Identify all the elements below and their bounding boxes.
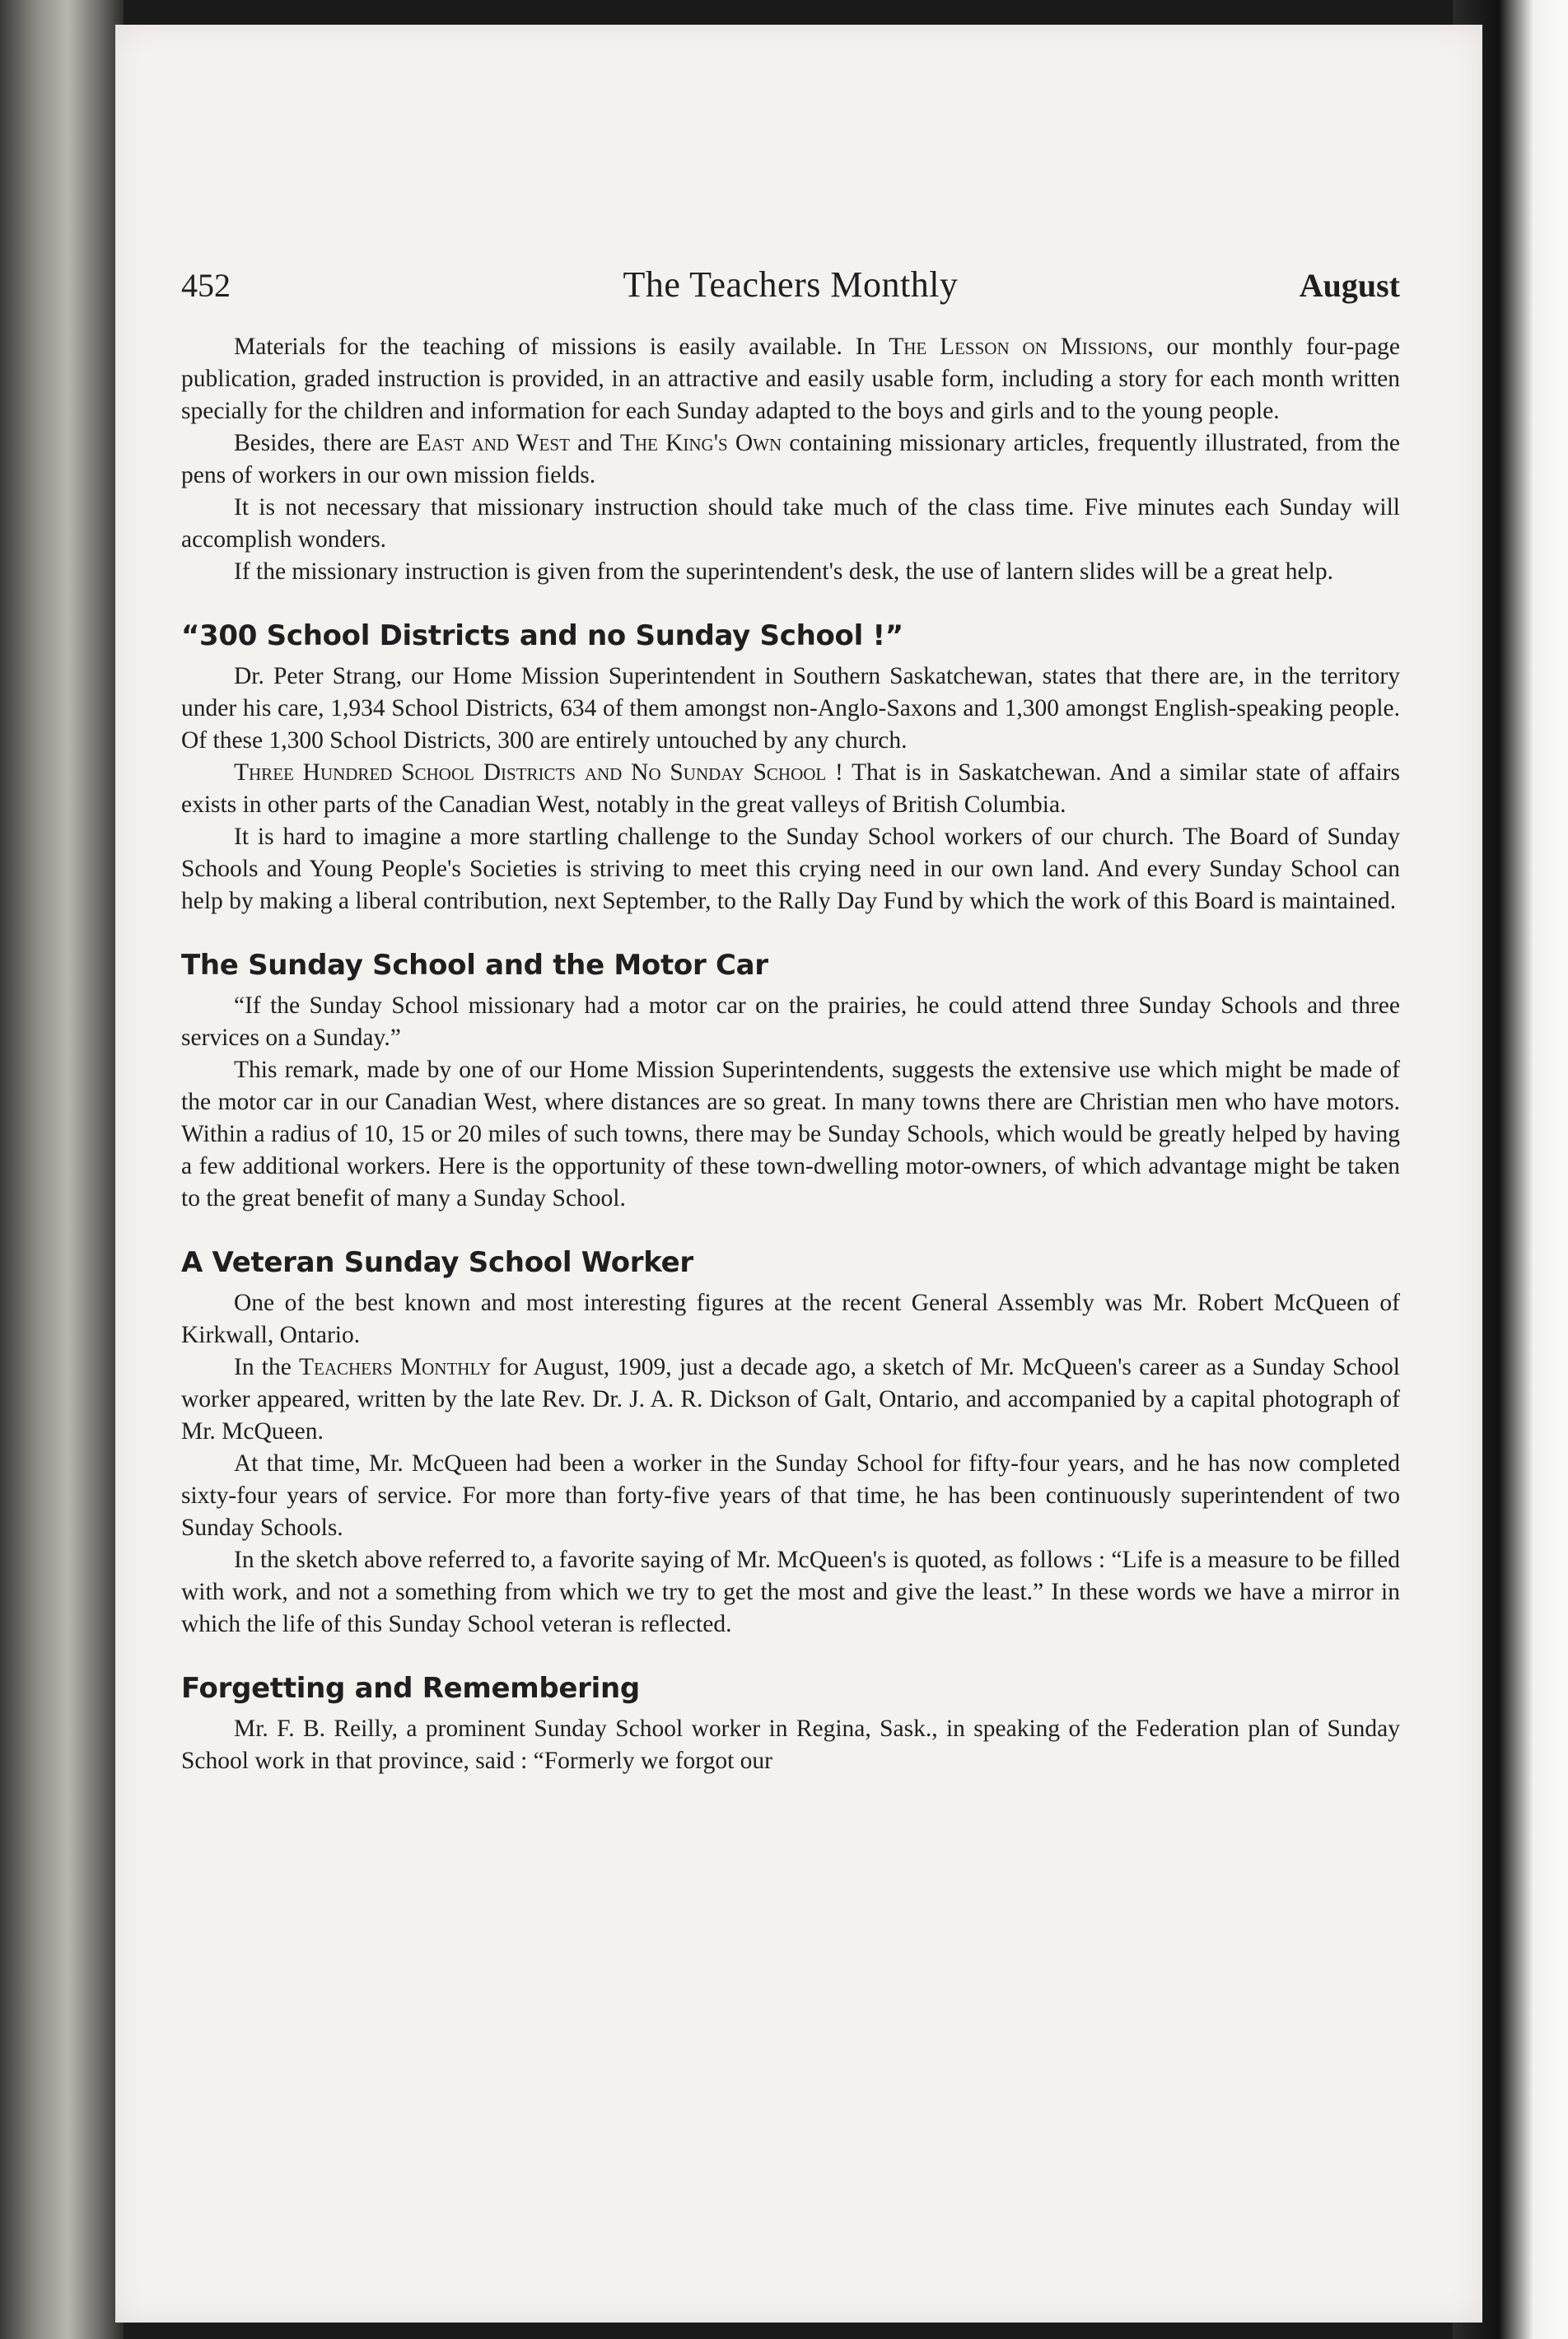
running-title: The Teachers Monthly bbox=[623, 264, 959, 305]
intro-paragraph-2: Besides, there are East and West and The King's Own containing missionary articles, frequently illustrated, from the pens of workers in our own mission fields. bbox=[181, 430, 1400, 488]
section2-paragraph-2: This remark, made by one of our Home Mission Superintendents, suggests the extensive use which might be made of the motor car in our Canadian West, where distances are so great. In many towns there are Christian men who have motors. Within a radius of 10, 15 or 20 miles of such towns, there may be Sunday Schools, which would be greatly helped by having a few additional workers. Here is the opportunity of these town-dwelling motor-owners, of which advantage might be taken to the great benefit of many a Sunday School. bbox=[181, 1057, 1400, 1212]
publication-name: Teachers Monthly bbox=[299, 1354, 492, 1380]
publication-name: The King's Own bbox=[619, 430, 782, 456]
section3-paragraph-4: In the sketch above referred to, a favorite saying of Mr. McQueen's is quoted, as follows : “Life is a measure to be filled with work, and not a something from which we try to get the most and give the least.” In these words we have a mirror in which the life of this Sunday School veteran is reflected. bbox=[181, 1547, 1400, 1637]
intro-paragraph-1: Materials for the teaching of missions is easily available. In The Lesson on Missions, our monthly four-page publication, graded instruction is provided, in an attractive and easily usable form, including a story for each month written specially for the children and information for each Sunday adapted to the boys and girls and to the young people. bbox=[181, 334, 1400, 424]
page-content bbox=[181, 264, 1400, 1777]
page-number: 452 bbox=[181, 267, 231, 304]
section-heading: A Veteran Sunday School Worker bbox=[181, 1246, 693, 1279]
section1-paragraph-1: Dr. Peter Strang, our Home Mission Superintendent in Southern Saskatchewan, states that there are, in the territory under his care, 1,934 School Districts, 634 of them amongst non-Anglo-Saxons and 1,300 amongst English-speaking people. Of these 1,300 School Districts, 300 are entirely untouched by any church. bbox=[181, 663, 1400, 754]
small-caps-phrase: Three Hundred School Districts and No Sunday School ! bbox=[234, 759, 843, 786]
section-heading: The Sunday School and the Motor Car bbox=[181, 949, 768, 982]
section1-paragraph-3: It is hard to imagine a more startling challenge to the Sunday School workers of our church. The Board of Sunday Schools and Young People's Societies is striving to meet this crying need in our own land. And every Sunday School can help by making a liberal contribution, next September, to the Rally Day Fund by which the work of this Board is maintained. bbox=[181, 824, 1400, 914]
intro-paragraph-4: If the missionary instruction is given from the superintendent's desk, the use of lantern slides will be a great help. bbox=[234, 558, 1333, 585]
section1-paragraph-2: Three Hundred School Districts and No Sunday School ! That is in Saskatchewan. And a similar state of affairs exists in other parts of the Canadian West, notably in the great valleys of British Columbia. bbox=[181, 759, 1400, 818]
section3-paragraph-3: At that time, Mr. McQueen had been a worker in the Sunday School for fifty-four years, and he has now completed sixty-four years of service. For more than forty-five years of that time, he has been continuously superintendent of two Sunday Schools. bbox=[181, 1450, 1400, 1541]
running-month: August bbox=[1299, 267, 1400, 304]
section2-paragraph-1: “If the Sunday School missionary had a motor car on the prairies, he could attend three Sunday Schools and three services on a Sunday.” bbox=[181, 992, 1400, 1051]
section4-paragraph-1: Mr. F. B. Reilly, a prominent Sunday School worker in Regina, Sask., in speaking of the Federation plan of Sunday School work in that province, said : “Formerly we forgot our bbox=[181, 1716, 1400, 1774]
publication-name: The Lesson on Missions bbox=[889, 334, 1148, 360]
section-heading: “300 School Districts and no Sunday School !” bbox=[181, 619, 903, 652]
section-heading: Forgetting and Remembering bbox=[181, 1672, 640, 1705]
section3-paragraph-1: One of the best known and most interesting figures at the recent General Assembly was Mr. Robert McQueen of Kirkwall, Ontario. bbox=[181, 1290, 1400, 1348]
running-header bbox=[181, 264, 1400, 316]
section3-paragraph-2: In the Teachers Monthly for August, 1909, just a decade ago, a sketch of Mr. McQueen's career as a Sunday School worker appeared, written by the late Rev. Dr. J. A. R. Dickson of Galt, Ontario, and accompanied by a capital photograph of Mr. McQueen. bbox=[181, 1354, 1400, 1445]
book-binding-edge bbox=[0, 0, 124, 2339]
publication-name: East and West bbox=[416, 430, 570, 456]
intro-paragraph-3: It is not necessary that missionary instruction should take much of the class time. Five minutes each Sunday will accomplish wonders. bbox=[181, 494, 1400, 553]
